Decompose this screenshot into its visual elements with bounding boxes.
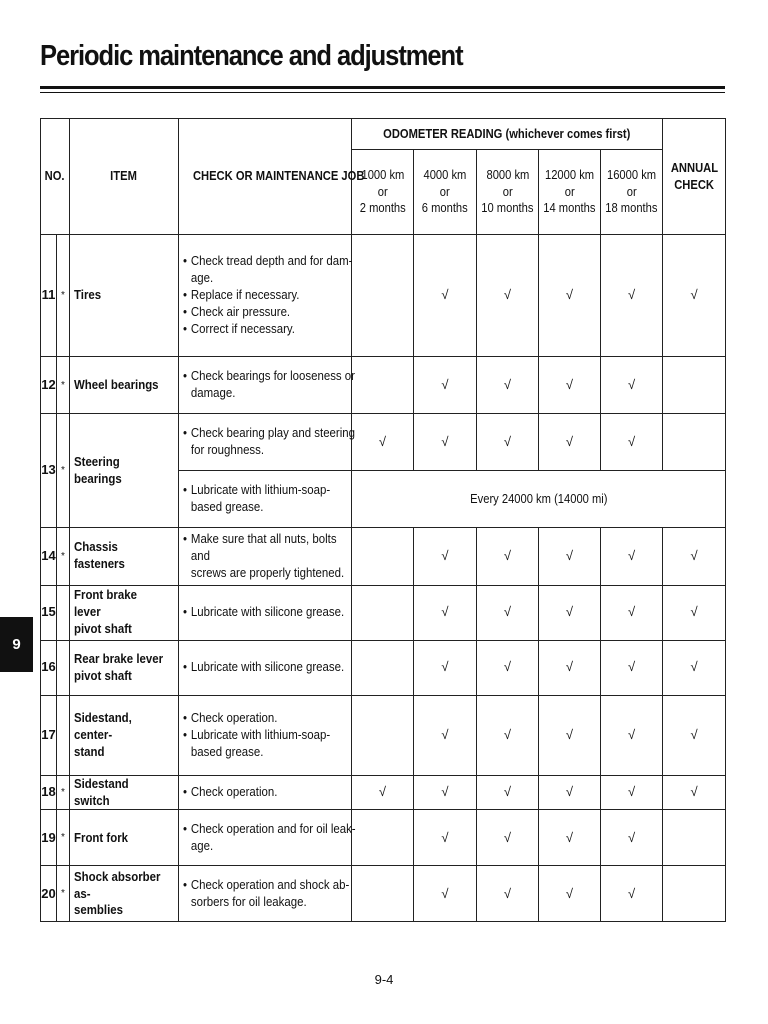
interval-check: √ xyxy=(601,695,663,775)
item-name: Tires xyxy=(70,235,179,357)
row-number: 19 xyxy=(41,810,57,866)
interval-check: √ xyxy=(414,585,477,640)
interval-check xyxy=(352,357,414,414)
row-number: 16 xyxy=(41,640,57,695)
header-annual-check: ANNUAL CHECK xyxy=(663,119,726,235)
interval-check: √ xyxy=(477,414,539,471)
dealer-service-star xyxy=(57,640,70,695)
annual-check: √ xyxy=(663,775,726,810)
job-bullet: • Lubricate with lithium-soap- based grease. xyxy=(183,482,358,516)
header-no: NO. xyxy=(41,119,70,235)
interval-check xyxy=(352,810,414,866)
dealer-service-star xyxy=(57,585,70,640)
header-job: CHECK OR MAINTENANCE JOB xyxy=(179,119,352,235)
interval-check xyxy=(352,695,414,775)
job-bullet: • Check bearings for looseness or damage. xyxy=(183,368,358,402)
row-number: 20 xyxy=(41,866,57,922)
interval-check: √ xyxy=(477,640,539,695)
dealer-service-star: * xyxy=(57,528,70,586)
item-name: Chassis fasteners xyxy=(70,528,179,586)
job-bullet: • Check air pressure. xyxy=(183,304,358,321)
job-bullet: • Make sure that all nuts, bolts and screws are properly tightened. xyxy=(183,531,358,582)
annual-check xyxy=(663,866,726,922)
maintenance-job xyxy=(179,528,352,586)
interval-check xyxy=(352,528,414,586)
table-row xyxy=(41,640,726,695)
table-row xyxy=(41,695,726,775)
maintenance-job xyxy=(179,775,352,810)
interval-check: √ xyxy=(539,640,601,695)
interval-check: √ xyxy=(539,775,601,810)
table-row xyxy=(41,414,726,471)
interval-check: √ xyxy=(414,810,477,866)
item-name: Sidestand, center- stand xyxy=(70,695,179,775)
interval-check: √ xyxy=(601,414,663,471)
interval-span-note: Every 24000 km (14000 mi) xyxy=(352,471,726,528)
interval-check xyxy=(352,640,414,695)
dealer-service-star: * xyxy=(57,810,70,866)
maintenance-job xyxy=(179,640,352,695)
title-rule-thick xyxy=(40,86,725,89)
annual-check: √ xyxy=(663,235,726,357)
row-number: 12 xyxy=(41,357,57,414)
interval-check: √ xyxy=(477,235,539,357)
maintenance-job xyxy=(179,810,356,866)
job-bullet: • Lubricate with lithium-soap- based grease. xyxy=(183,727,358,761)
interval-check: √ xyxy=(352,414,414,471)
interval-check: √ xyxy=(477,866,539,922)
interval-check: √ xyxy=(414,414,477,471)
item-name: Front fork xyxy=(70,810,179,866)
row-number: 17 xyxy=(41,695,57,775)
maintenance-job xyxy=(179,866,352,922)
header-interval: 12000 km or 14 months xyxy=(539,150,601,235)
row-number: 14 xyxy=(41,528,57,586)
job-bullet: • Check operation. xyxy=(183,784,358,801)
item-name: Sidestand switch xyxy=(70,775,179,810)
dealer-service-star xyxy=(57,695,70,775)
job-bullet: • Lubricate with silicone grease. xyxy=(183,659,358,676)
interval-check: √ xyxy=(352,775,414,810)
table-row xyxy=(41,775,726,810)
interval-check: √ xyxy=(539,810,601,866)
page-number: 9-4 xyxy=(374,972,394,987)
maintenance-job xyxy=(179,695,352,775)
row-number: 11 xyxy=(41,235,57,357)
interval-check: √ xyxy=(477,775,539,810)
interval-check: √ xyxy=(539,866,601,922)
job-bullet: • Check operation and for oil leak- age. xyxy=(183,821,358,855)
table-row xyxy=(41,357,726,414)
job-bullet: • Check operation. xyxy=(183,710,358,727)
interval-check: √ xyxy=(414,357,477,414)
interval-check: √ xyxy=(414,775,477,810)
interval-check: √ xyxy=(539,695,601,775)
interval-check xyxy=(352,866,414,922)
table-row xyxy=(41,585,726,640)
chapter-tab: 9 xyxy=(0,617,33,672)
interval-check xyxy=(352,585,414,640)
maintenance-job xyxy=(179,414,355,471)
interval-check: √ xyxy=(477,810,539,866)
interval-check: √ xyxy=(539,528,601,586)
job-bullet: • Check operation and shock ab- sorbers for oil leakage. xyxy=(183,877,358,911)
item-name: Wheel bearings xyxy=(70,357,179,414)
maintenance-job xyxy=(179,471,352,528)
annual-check xyxy=(663,414,726,471)
job-bullet: • Replace if necessary. xyxy=(183,287,358,304)
title-rule-thin xyxy=(40,92,725,93)
interval-check: √ xyxy=(601,357,663,414)
maintenance-table xyxy=(40,118,726,922)
interval-check: √ xyxy=(601,585,663,640)
header-interval: 4000 km or 6 months xyxy=(414,150,477,235)
annual-check xyxy=(663,810,726,866)
annual-check: √ xyxy=(663,640,726,695)
header-odometer: ODOMETER READING (whichever comes first) xyxy=(352,119,663,150)
job-bullet: • Check bearing play and steering for roughness. xyxy=(183,425,358,459)
interval-check xyxy=(352,235,414,357)
row-number: 13 xyxy=(41,414,57,528)
annual-check: √ xyxy=(663,695,726,775)
interval-check: √ xyxy=(539,235,601,357)
table-row xyxy=(41,810,726,866)
job-bullet: • Check tread depth and for dam- age. xyxy=(183,253,358,287)
interval-check: √ xyxy=(414,640,477,695)
annual-check: √ xyxy=(663,585,726,640)
page-title: Periodic maintenance and adjustment xyxy=(40,40,463,72)
interval-check: √ xyxy=(414,695,477,775)
dealer-service-star: * xyxy=(57,414,70,528)
job-bullet: • Correct if necessary. xyxy=(183,321,358,338)
interval-check: √ xyxy=(477,585,539,640)
annual-check: √ xyxy=(663,528,726,586)
dealer-service-star: * xyxy=(57,235,70,357)
maintenance-job xyxy=(179,357,355,414)
interval-check: √ xyxy=(539,357,601,414)
header-item: ITEM xyxy=(70,119,179,235)
row-number: 18 xyxy=(41,775,57,810)
table-row xyxy=(41,528,726,586)
annual-check xyxy=(663,357,726,414)
interval-check: √ xyxy=(601,866,663,922)
interval-check: √ xyxy=(601,775,663,810)
interval-check: √ xyxy=(477,695,539,775)
maintenance-job xyxy=(179,585,352,640)
header-interval: 1000 km or 2 months xyxy=(352,150,414,235)
item-name: Steering bearings xyxy=(70,414,179,528)
dealer-service-star: * xyxy=(57,357,70,414)
maintenance-job xyxy=(179,235,352,357)
interval-check: √ xyxy=(477,528,539,586)
table-row xyxy=(41,866,726,922)
item-name: Rear brake lever pivot shaft xyxy=(70,640,179,695)
interval-check: √ xyxy=(601,528,663,586)
dealer-service-star: * xyxy=(57,866,70,922)
dealer-service-star: * xyxy=(57,775,70,810)
header-interval: 16000 km or 18 months xyxy=(601,150,663,235)
interval-check: √ xyxy=(601,640,663,695)
interval-check: √ xyxy=(414,866,477,922)
interval-check: √ xyxy=(601,810,663,866)
interval-check: √ xyxy=(539,585,601,640)
job-bullet: • Lubricate with silicone grease. xyxy=(183,604,358,621)
row-number: 15 xyxy=(41,585,57,640)
item-name: Shock absorber as- semblies xyxy=(70,866,179,922)
interval-check: √ xyxy=(539,414,601,471)
table-row xyxy=(41,235,726,357)
header-interval: 8000 km or 10 months xyxy=(477,150,539,235)
interval-check: √ xyxy=(414,528,477,586)
interval-check: √ xyxy=(414,235,477,357)
item-name: Front brake lever pivot shaft xyxy=(70,585,179,640)
interval-check: √ xyxy=(477,357,539,414)
interval-check: √ xyxy=(601,235,663,357)
